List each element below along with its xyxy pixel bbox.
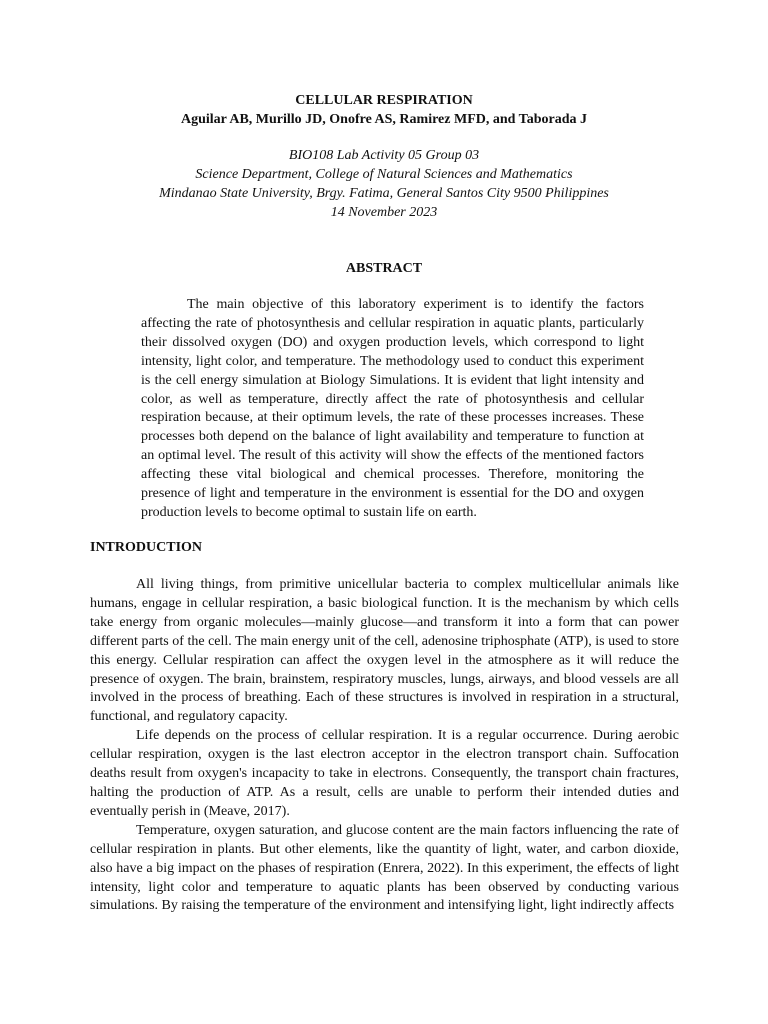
department-line: Science Department, College of Natural Sciences and Mathematics xyxy=(195,167,573,182)
introduction-body xyxy=(90,576,679,916)
affiliation-block xyxy=(0,146,768,222)
introduction-paragraph-3: Temperature, oxygen saturation, and glucose content are the main factors influencing the rate of cellular respiration in plants. But other elements, like the quantity of light, water, and carbon dioxide, also have a big impact on the phases of respiration (Enrera, 2022). In this experiment, the effects of light intensity, light color and temperature to aquatic plants has been observed by conducting various simulations. By raising the temperature of the environment and intensifying light, light indirectly affects xyxy=(90,822,679,914)
paper-header xyxy=(0,91,768,222)
introduction-heading: INTRODUCTION xyxy=(90,540,203,555)
course-line: BIO108 Lab Activity 05 Group 03 xyxy=(288,148,480,163)
abstract-body xyxy=(141,296,644,523)
abstract-paragraph: The main objective of this laboratory experiment is to identify the factors affecting the rate of photosynthesis and cellular respiration in aquatic plants, particularly their dissolved oxygen (DO) and oxygen production levels, which correspond to light intensity, light color, and temperature. The methodology used to conduct this experiment is the cell energy simulation at Biology Simulations. It is evident that light intensity and color, as well as temperature, directly affect the rate of photosynthesis and cellular respiration because, at their optimum levels, the rate of these processes increases. These processes both depend on the balance of light availability and temperature to function at an optimal level. The result of this activity will show the effects of the mentioned factors affecting these vital biological and chemical processes. Therefore, monitoring the presence of light and temperature in the environment is essential for the DO and oxygen production levels to become optimal to sustain life on earth. xyxy=(141,297,644,520)
introduction-paragraph-2: Life depends on the process of cellular respiration. It is a regular occurrence. During aerobic cellular respiration, oxygen is the last electron acceptor in the electron transport chain. Suffocation deaths result from oxygen's incapacity to take in electrons. Consequently, the transport chain fractures, halting the production of ATP. As a result, cells are unable to perform their intended duties and eventually perish in (Meave, 2017). xyxy=(90,728,679,819)
paper-title: CELLULAR RESPIRATION xyxy=(295,93,473,108)
date-line: 14 November 2023 xyxy=(330,205,438,220)
abstract-heading: ABSTRACT xyxy=(345,261,423,276)
introduction-paragraph-1: All living things, from primitive unicellular bacteria to complex multicellular animals like humans, engage in cellular respiration, a basic biological function. It is the mechanism by which cells take energy from organic molecules—mainly glucose—and transform it into a form that can power different parts of the cell. The main energy unit of the cell, adenosine triphosphate (ATP), is used to store this energy. Cellular respiration can affect the oxygen level in the atmosphere as it will reduce the presence of oxygen. The brain, brainstem, respiratory muscles, lungs, airways, and blood vessels are all involved in the process of breathing. Each of these structures is involved in respiration in a structural, functional, and regulatory capacity. xyxy=(90,577,679,725)
author-list: Aguilar AB, Murillo JD, Onofre AS, Ramirez MFD, and Taborada J xyxy=(180,112,588,127)
university-line: Mindanao State University, Brgy. Fatima, General Santos City 9500 Philippines xyxy=(159,186,609,201)
